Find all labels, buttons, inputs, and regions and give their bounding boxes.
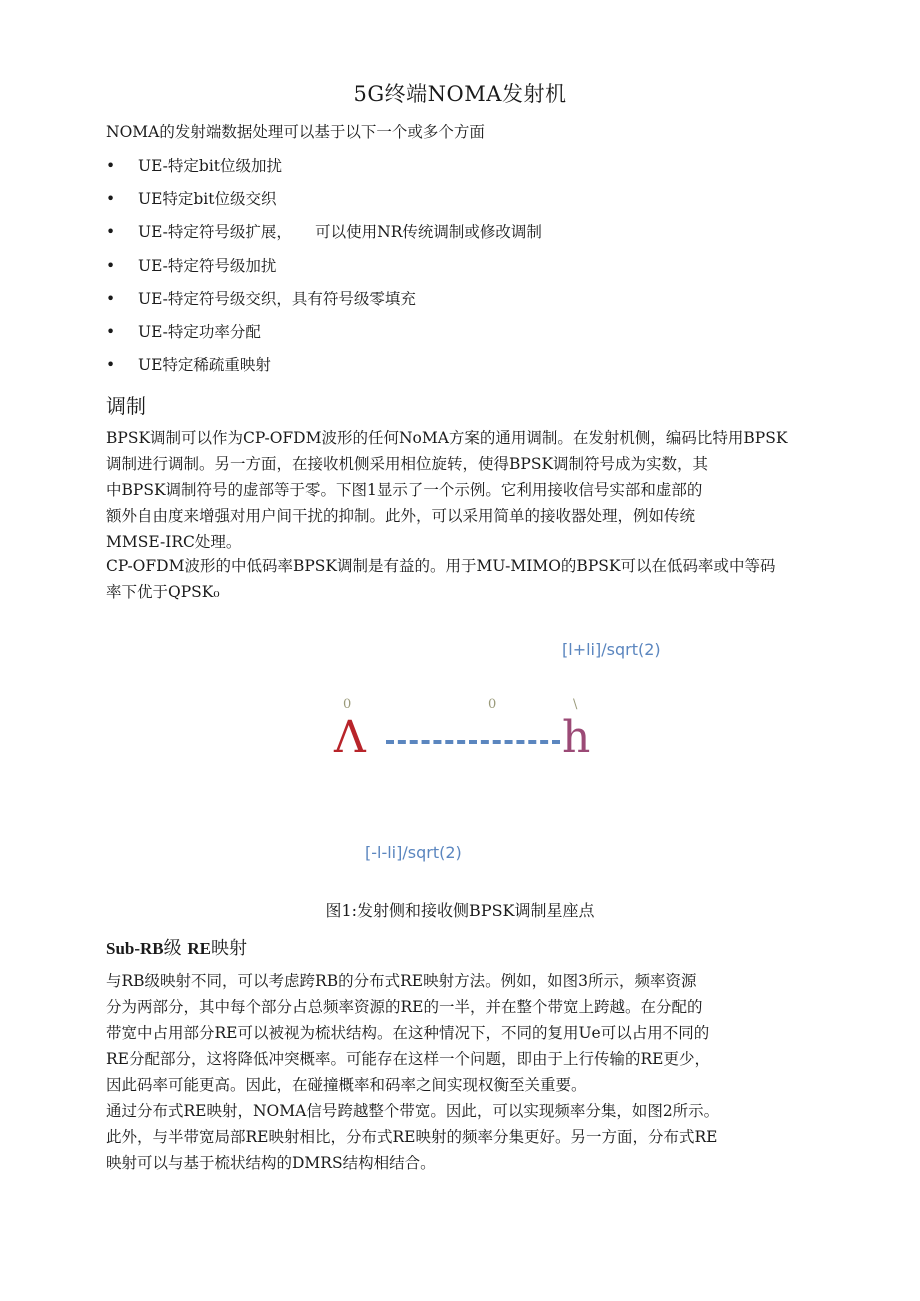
figure-mark: 0 (343, 697, 352, 712)
list-item: • UE特定稀疏重映射 (106, 356, 271, 374)
constellation-point-left: Λ (334, 712, 366, 763)
figure-caption: 图1:发射侧和接收侧BPSK调制星座点 (325, 901, 595, 920)
bullet-icon: • (106, 323, 116, 341)
subrb-paragraph-2: 通过分布式RE映射，NOMA信号跨越整个带宽。因此，可以实现频率分集，如图2所示。 此外，与半带宽局部RE映射相比，分布式RE映射的频率分集更好。另一方面，分布式RE 映射可以与基于梳状结构的DMRS结构相结合。 (106, 1102, 720, 1172)
constellation-axis-dashed (386, 740, 560, 744)
constellation-point-right: h (562, 712, 591, 763)
bullet-icon: • (106, 356, 116, 374)
bullet-icon: • (106, 157, 116, 175)
subrb-paragraph-1: 与RB级映射不同，可以考虑跨RB的分布式RE映射方法。例如，如图3所示，频率资源 分为两部分，其中每个部分占总频率资源的RE的一半，并在整个带宽上跨越。在分配的 带宽中占用部分RE可以被视为梳状结构。在这种情况下，不同的复用Ue可以占用不同的 RE分配部分，这将降低冲突概率。可能存在这样一个问题，即由于上行传输的RE更少， 因此码率可能更高。因此，在碰撞概率和码率之间实现权衡至关重要。 (106, 972, 710, 1094)
figure-mark: 0 (488, 697, 497, 712)
figure-mark: \ (573, 697, 578, 712)
list-item: • UE-特定符号级扩展， 可以使用NR传统调制或修改调制 (106, 223, 542, 241)
bullet-icon: • (106, 257, 116, 275)
bullet-icon: • (106, 223, 116, 241)
page-title: 5G终端NOMA发射机 (353, 82, 567, 106)
list-item: • UE-特定符号级加扰 (106, 257, 277, 275)
bullet-icon: • (106, 190, 116, 208)
modulation-paragraph-2: CP-OFDM波形的中低码率BPSK调制是有益的。用于MU-MIMO的BPSK可以在低码率或中等码 率下优于QPSK₀ (106, 557, 776, 601)
constellation-label-top: [l+li]∕sqrt(2) (562, 640, 661, 659)
bpsk-constellation-figure (0, 630, 920, 870)
list-item: • UE-特定功率分配 (106, 323, 261, 341)
intro-text: NOMA的发射端数据处理可以基于以下一个或多个方面 (106, 123, 485, 141)
constellation-label-bottom: [-l-li]∕sqrt(2) (365, 843, 462, 862)
list-item: • UE-特定符号级交织，具有符号级零填充 (106, 290, 416, 308)
list-item: • UE-特定bit位级加扰 (106, 157, 283, 175)
modulation-paragraph-1: BPSK调制可以作为CP-OFDM波形的任何NoMA方案的通用调制。在发射机侧，编码比特用BPSK 调制进行调制。另一方面，在接收机侧采用相位旋转，使得BPSK调制符号成为实数，其 中BPSK调制符号的虚部等于零。下图1显示了一个示例。它利用接收信号实部和虚部的 额外自由度来增强对用户间干扰的抑制。此外，可以采用简单的接收器处理，例如传统 MMSE-IRC处理。 (106, 429, 788, 551)
list-item: • UE特定bit位级交织 (106, 190, 277, 208)
section-heading-subrb: Sub-RB级 RE映射 (106, 938, 247, 959)
section-heading-modulation: 调制 (106, 394, 146, 418)
bullet-icon: • (106, 290, 116, 308)
